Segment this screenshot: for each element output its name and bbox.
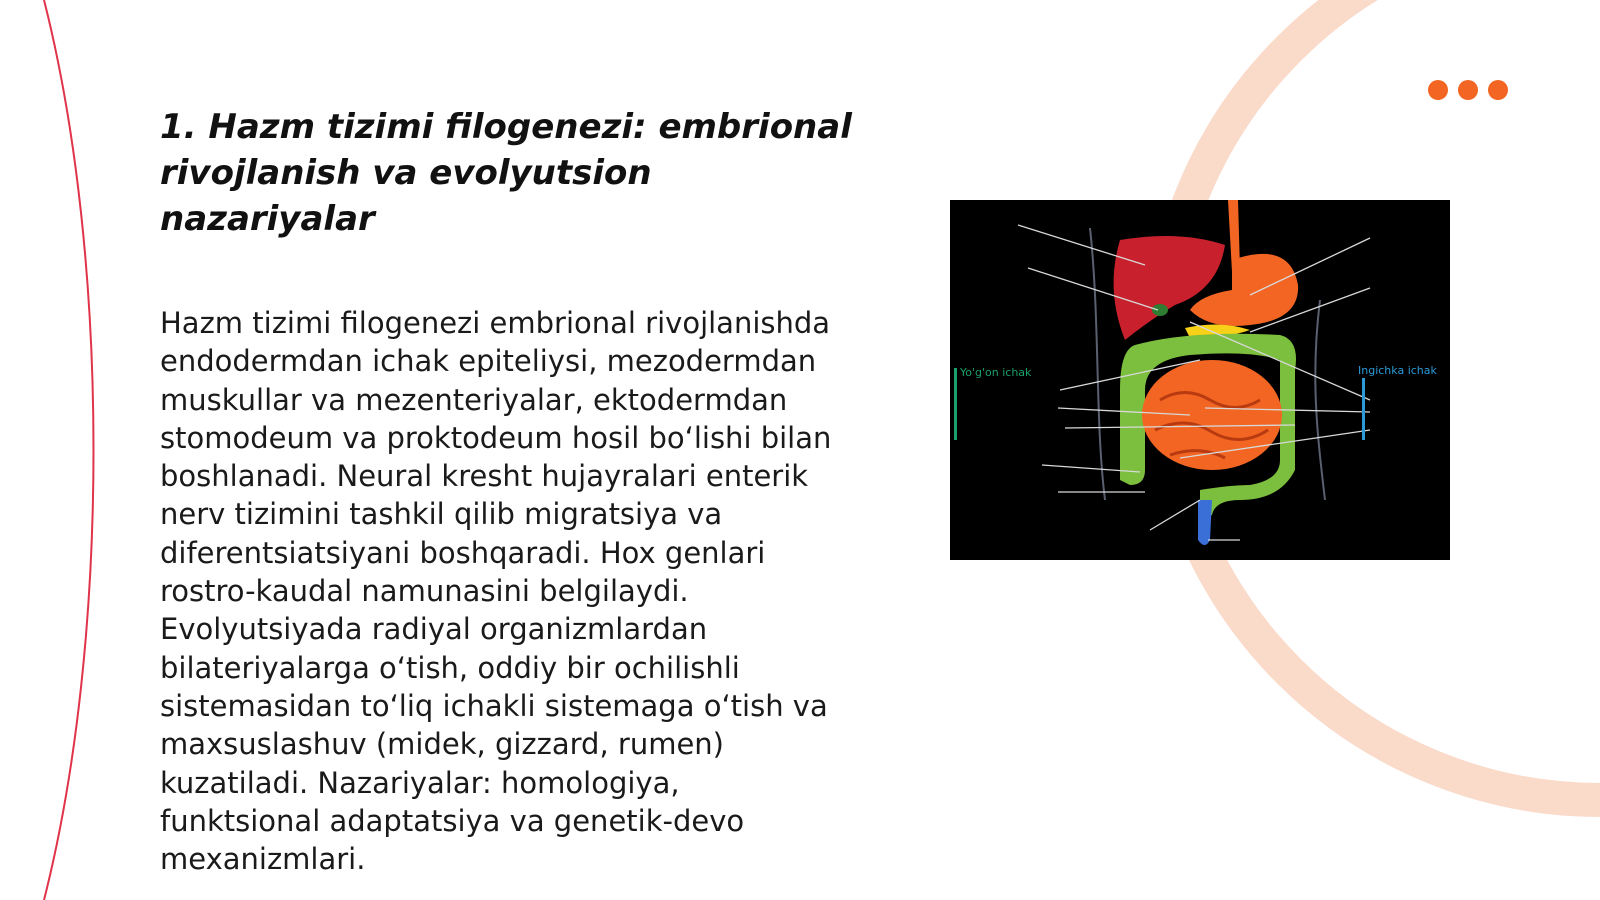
label-large-intestine: Yo'g'on ichak [960,366,1032,379]
dot [1488,80,1508,100]
dot [1458,80,1478,100]
digestive-system-illustration [950,200,1450,560]
dot [1428,80,1448,100]
digestive-system-image [950,200,1450,560]
slide-body-text: Hazm tizimi filogenezi embrional rivojlanishda endodermdan ichak epiteliysi, mezodermdan muskullar va mezenteriyalar, ektodermdan stomodeum va proktodeum hosil bo‘lishi bilan boshlanadi. Neural kresht hujayralari enterik nerv tizimini tashkil qilib migratsiya va diferentsiatsiyani boshqaradi. Hox genlari rostro-kaudal namunasini belgilaydi. Evolyutsiyada radiyal organizmlardan bilateriyalarga o‘tish, oddiy bir ochilishli sistemasidan to‘liq ichakli sistemaga o‘tish va maxsuslashuv (midek, gizzard, rumen) kuzatiladi. Nazariyalar: homologiya, funktsional adaptatsiya va genetik-devo mexanizmlari. [160,306,832,877]
left-accent-curve [44,0,94,900]
three-dots-icon [1428,80,1508,100]
label-small-intestine: Ingichka ichak [1358,364,1437,377]
slide-title: 1. Hazm tizimi filogenezi: embrional rivojlanish va evolyutsion nazariyalar [160,107,852,239]
